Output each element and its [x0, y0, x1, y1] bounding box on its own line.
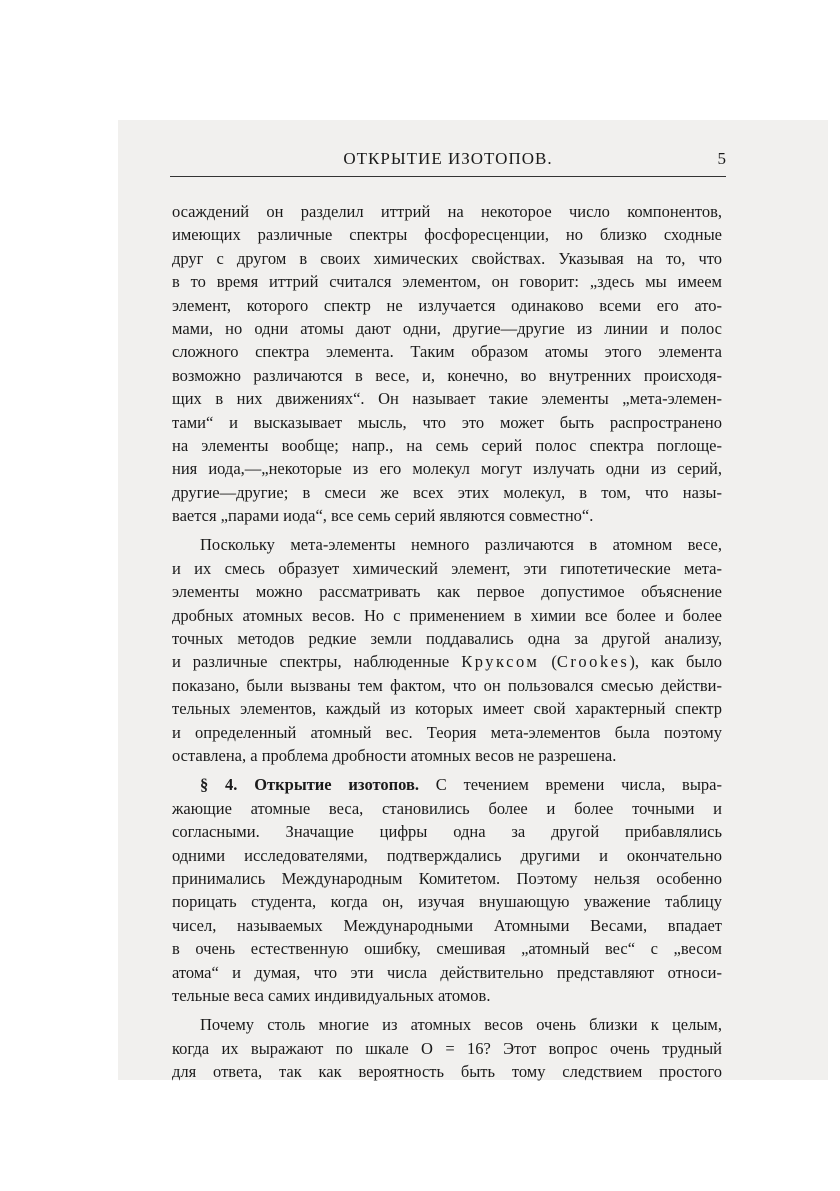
text-line: показано, были вызваны тем фактом, что он пользовался смесью действи-	[172, 675, 722, 695]
text-line: мами, но одни атомы дают одни, другие—другие из линии и полос	[172, 318, 722, 338]
text-line: Поскольку мета-элементы немного различаются в атомном весе,	[200, 535, 722, 555]
text-line: на элементы вообще; напр., на семь серий полос спектра поглоще-	[172, 435, 722, 455]
text-line: когда их выражают по шкале O = 16? Этот вопрос очень трудный	[172, 1038, 722, 1058]
text-line: оставлена, а проблема дробности атомных весов не разрешена.	[172, 745, 617, 765]
text-line: чисел, называемых Международными Атомными Весами, впадает	[172, 915, 722, 935]
text-line: вается „парами иода“, все семь серий являются совместно“.	[172, 506, 594, 526]
paragraph	[172, 533, 722, 767]
text-line: в очень естественную ошибку, смешивая „атомный вес“ с „весом	[172, 939, 722, 959]
text-line: точных методов редкие земли поддавались одна за другой анализу,	[172, 629, 722, 649]
text-line: ния иода,—„некоторые из его молекул могут излучать одни из серий,	[172, 459, 722, 479]
text-line: элемент, которого спектр не излучается одинаково всеми его ато-	[172, 295, 722, 315]
text-line: тами“ и высказывает мысль, что это может быть распространено	[172, 412, 722, 432]
section-heading: § 4. Открытие изотопов.	[200, 775, 420, 795]
paragraph	[172, 1013, 722, 1083]
text-line: в то время иттрий считался элементом, он говорит: „здесь мы имеем	[172, 272, 722, 292]
text-line: тельных элементов, каждый из которых имеет свой характерный спектр	[172, 699, 722, 719]
text-line: атома“ и думая, что эти числа действительно представляют относи-	[172, 962, 722, 982]
text-line: жающие атомные веса, становились более и более точными и	[172, 798, 722, 818]
text-line: дробных атомных весов. Но с применением в химии все более и более	[172, 605, 722, 625]
page-number: 5	[717, 149, 726, 168]
text-line: возможно различаются в весе, и, конечно, во внутренних происходя-	[172, 365, 722, 385]
spaced-name-latin: Crookes	[556, 652, 630, 672]
text-line: порицать студента, когда он, изучая внушающую уважение таблицу	[172, 892, 722, 912]
text-line: сложного спектра элемента. Таким образом атомы этого элемента	[172, 342, 722, 362]
text-line: одними исследователями, подтверждались другими и окончательно	[172, 845, 722, 865]
text-line: другие—другие; в смеси же всех этих молекул, в том, что назы-	[172, 482, 722, 502]
text-line: щих в них движениях“. Он называет такие элементы „мета-элемен-	[172, 389, 722, 409]
body-text	[172, 200, 722, 1083]
text-fragment: и различные спектры, наблюденные	[172, 652, 462, 672]
text-line: и их смесь образует химический элемент, эти гипотетические мета-	[172, 558, 722, 578]
text-line-crookes	[172, 650, 722, 673]
text-line: тельные веса самих индивидуальных атомов.	[172, 985, 491, 1005]
text-line: и определенный атомный вес. Теория мета-элементов была поэтому	[172, 722, 722, 742]
text-line: Почему столь многие из атомных весов очень близки к целым,	[200, 1015, 722, 1035]
page-header	[170, 148, 726, 177]
text-line: имеющих различные спектры фосфоресценции, но близко сходные	[172, 225, 722, 245]
text-fragment: (	[539, 652, 557, 672]
text-line: для ответа, так как вероятность быть тому следствием простого	[172, 1062, 722, 1082]
text-line: осаждений он разделил иттрий на некоторое число компонентов,	[172, 202, 722, 221]
text-line: элементы можно рассматривать как первое допустимое объяснение	[172, 582, 722, 602]
text-line	[172, 773, 722, 796]
text-fragment: ), как было	[629, 652, 722, 672]
text-line: согласными. Значащие цифры одна за другой прибавлялись	[172, 822, 722, 842]
spaced-name-russian: Круксом	[461, 652, 540, 672]
text-fragment: С течением времени числа, выра-	[419, 775, 722, 795]
text-line: друг с другом в своих химических свойствах. Указывая на то, что	[172, 248, 722, 268]
text-line: принимались Международным Комитетом. Поэтому нельзя особенно	[172, 868, 722, 888]
paragraph-section-4	[172, 773, 722, 1007]
paragraph	[172, 200, 722, 527]
running-title: ОТКРЫТИЕ ИЗОТОПОВ.	[343, 149, 553, 168]
